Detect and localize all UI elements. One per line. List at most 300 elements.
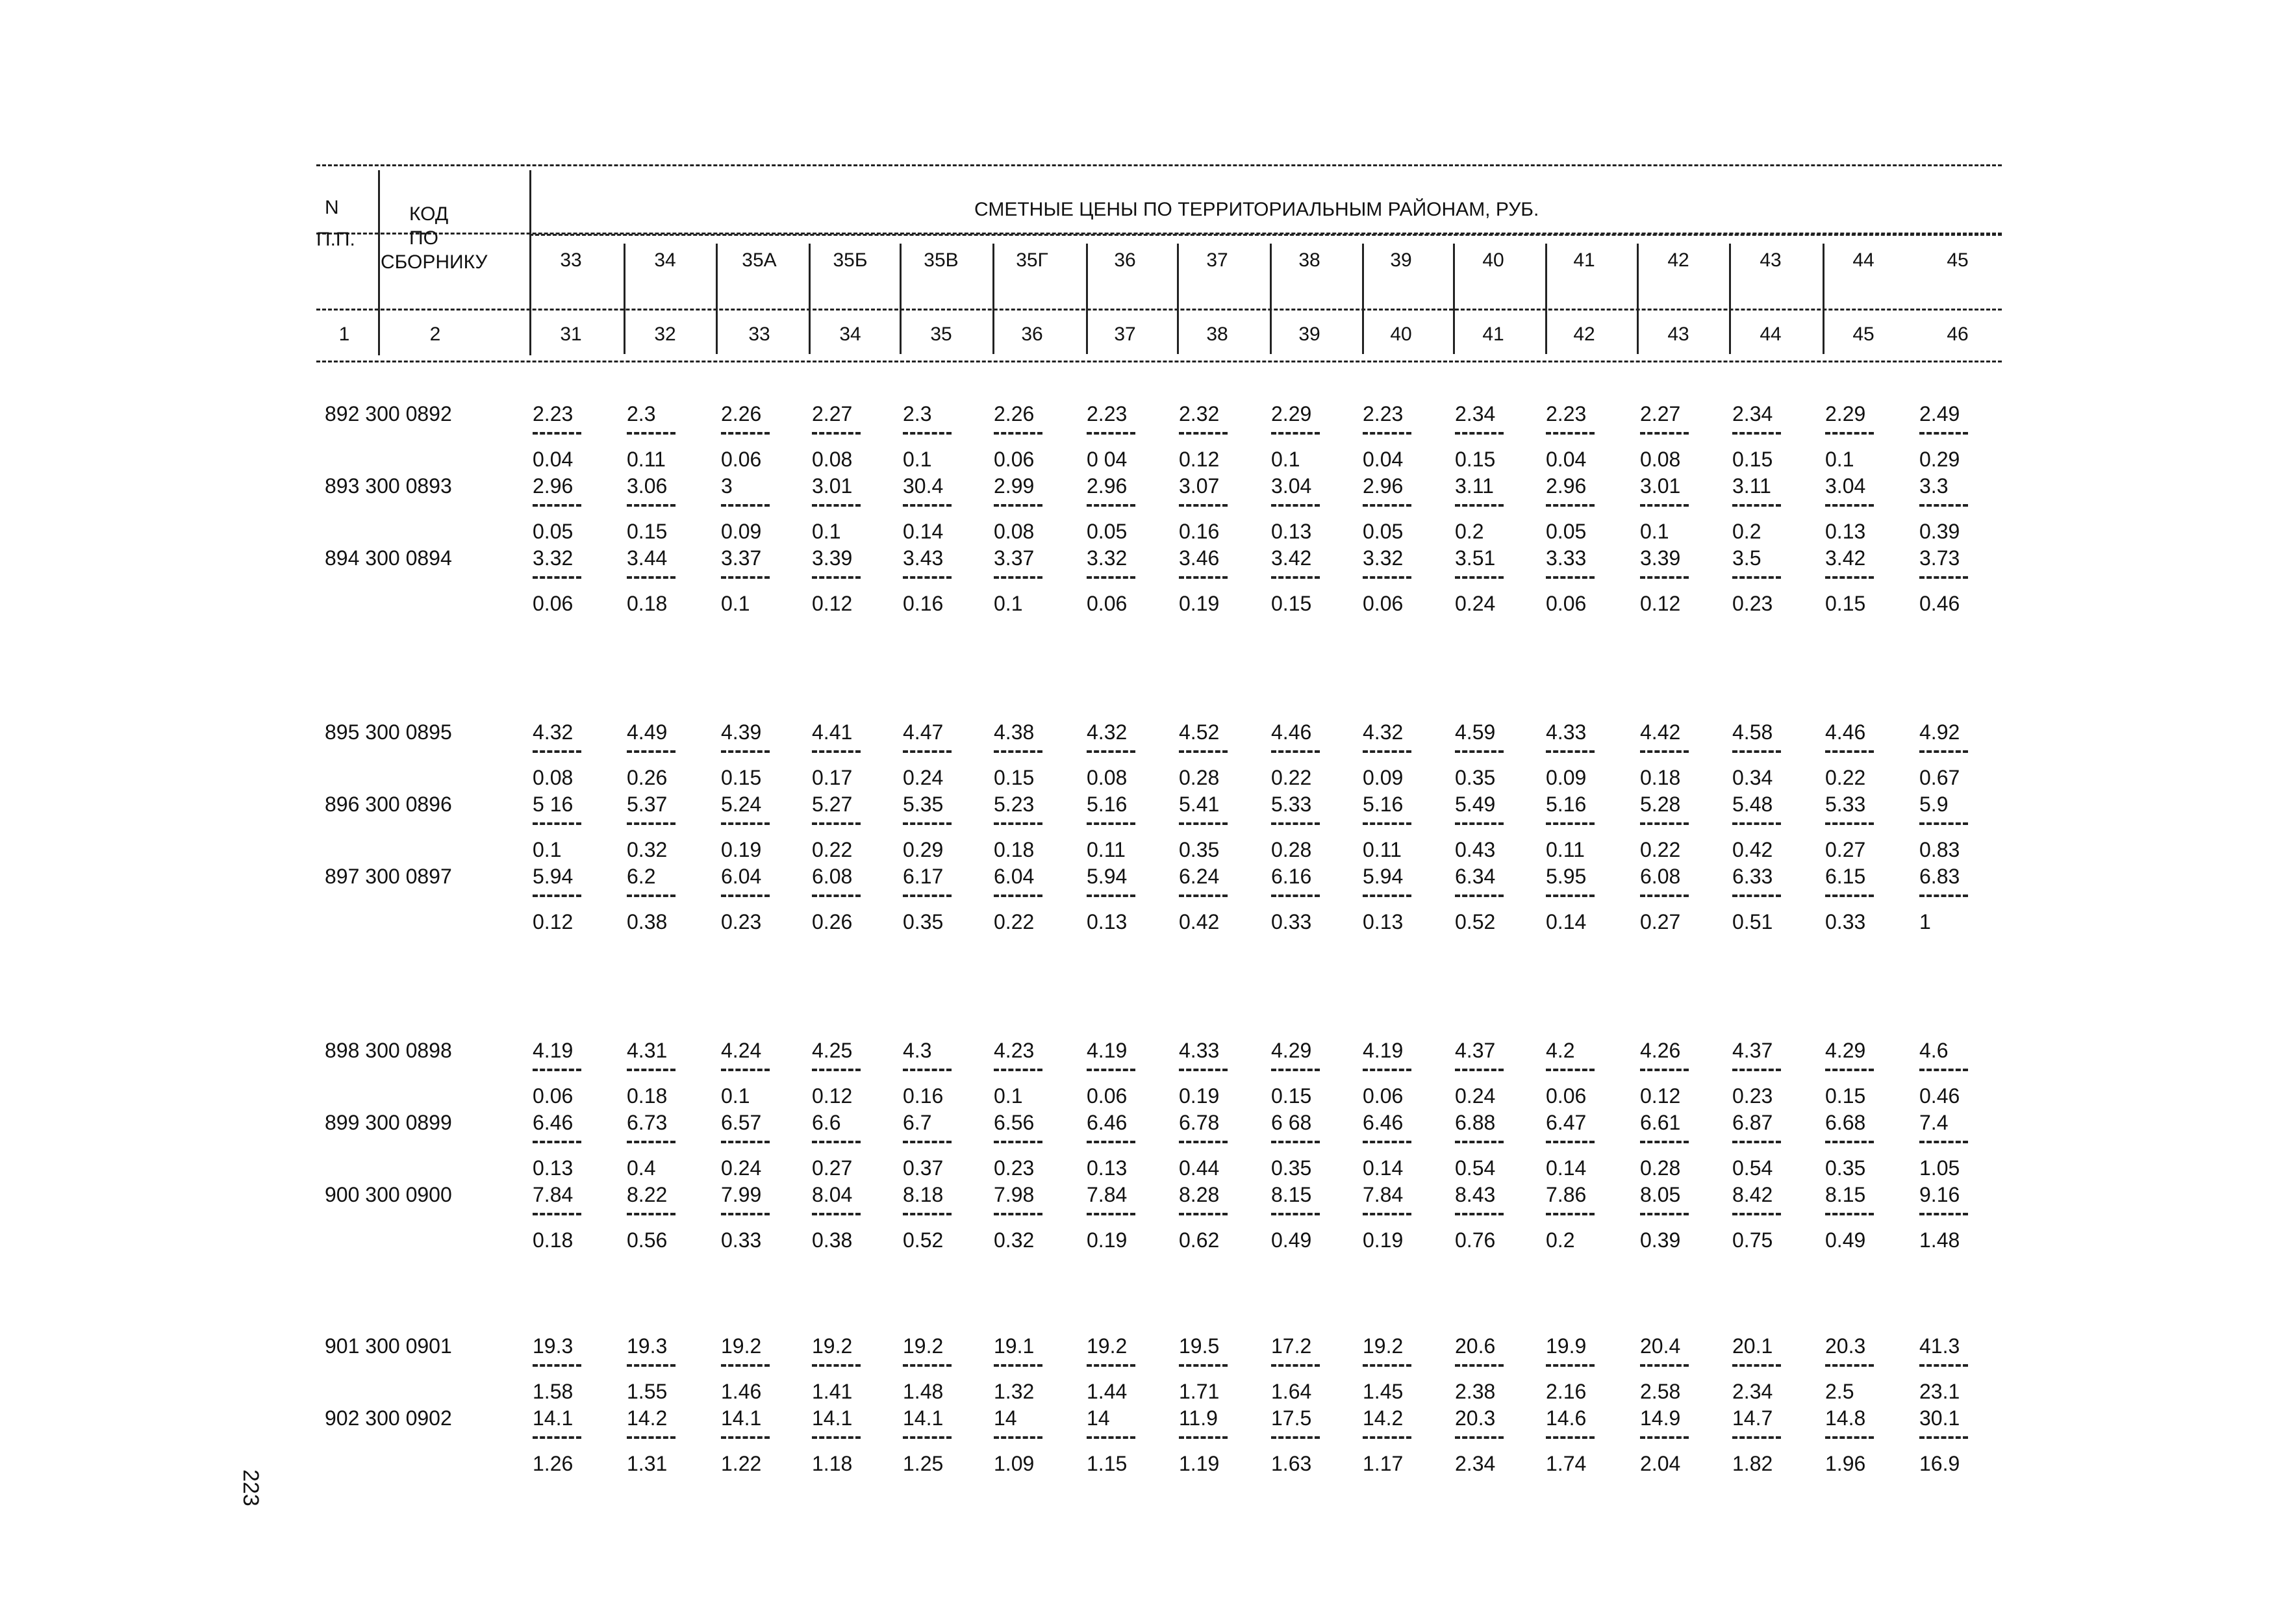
price-value: 5.49 xyxy=(1455,793,1496,816)
price-value: 3.44 xyxy=(627,546,668,570)
price-value: 3.39 xyxy=(812,546,853,570)
price-value: 14.1 xyxy=(903,1406,944,1430)
price-value: 6.46 xyxy=(533,1111,574,1134)
price-delta: 1 xyxy=(1919,910,1931,933)
fraction-bar xyxy=(1640,576,1689,579)
column-number: 34 xyxy=(839,324,861,345)
fraction-bar xyxy=(1546,1364,1595,1367)
price-value: 11.9 xyxy=(1179,1406,1218,1430)
price-delta: 0.06 xyxy=(533,1084,574,1108)
price-value: 3.5 xyxy=(1732,546,1761,570)
price-delta: 0.13 xyxy=(533,1156,574,1180)
price-delta: 0.08 xyxy=(994,520,1035,543)
price-delta: 0.23 xyxy=(1732,1084,1773,1108)
price-value: 2.29 xyxy=(1271,402,1312,425)
price-delta: 0.37 xyxy=(903,1156,944,1180)
price-value: 2.96 xyxy=(1087,474,1128,498)
price-delta: 0.23 xyxy=(721,910,762,933)
district-header-14: 43 xyxy=(1760,249,1782,271)
price-value: 30.4 xyxy=(903,474,944,498)
fraction-bar xyxy=(1640,750,1689,753)
price-value: 30.1 xyxy=(1919,1406,1960,1430)
price-delta: 0.52 xyxy=(903,1228,944,1252)
price-delta: 1.82 xyxy=(1732,1452,1773,1475)
fraction-bar xyxy=(994,1436,1042,1439)
price-delta: 0.18 xyxy=(533,1228,574,1252)
price-value: 3.32 xyxy=(533,546,574,570)
price-value: 3 xyxy=(721,474,733,498)
price-value: 6.83 xyxy=(1919,865,1960,888)
price-value: 14.1 xyxy=(533,1406,574,1430)
fraction-bar xyxy=(1087,1436,1135,1439)
fraction-bar xyxy=(1546,1213,1595,1215)
price-value: 6.87 xyxy=(1732,1111,1773,1134)
price-value: 4.23 xyxy=(994,1039,1035,1062)
price-value: 2.3 xyxy=(627,402,656,425)
fraction-bar xyxy=(1087,504,1135,507)
price-delta: 0.13 xyxy=(1087,910,1128,933)
price-value: 4.39 xyxy=(721,720,762,744)
fraction-bar xyxy=(1455,822,1504,825)
header-vbar xyxy=(624,244,625,354)
price-delta: 0.28 xyxy=(1640,1156,1681,1180)
price-value: 6.68 xyxy=(1825,1111,1866,1134)
price-delta: 0.09 xyxy=(1363,766,1404,789)
fraction-bar xyxy=(721,432,770,435)
column-number: 35 xyxy=(930,324,952,345)
fraction-bar xyxy=(812,1436,861,1439)
price-delta: 0.46 xyxy=(1919,592,1960,615)
fraction-bar xyxy=(1825,1069,1874,1071)
fraction-bar xyxy=(1919,1436,1968,1439)
fraction-bar xyxy=(533,504,581,507)
fraction-bar xyxy=(721,1069,770,1071)
price-delta: 2.34 xyxy=(1732,1380,1773,1403)
price-delta: 0 04 xyxy=(1087,448,1128,471)
fraction-bar xyxy=(533,1364,581,1367)
fraction-bar xyxy=(533,1069,581,1071)
price-value: 4.46 xyxy=(1271,720,1312,744)
price-value: 3.73 xyxy=(1919,546,1960,570)
column-number: 45 xyxy=(1852,324,1875,345)
fraction-bar xyxy=(1179,894,1228,897)
fraction-bar xyxy=(812,750,861,753)
column-number: 46 xyxy=(1947,324,1969,345)
row-code: 902 300 0902 xyxy=(325,1406,452,1430)
district-header-12: 41 xyxy=(1573,249,1595,271)
price-value: 19.5 xyxy=(1179,1334,1220,1358)
fraction-bar xyxy=(1363,894,1411,897)
fraction-bar xyxy=(1546,576,1595,579)
price-delta: 0.14 xyxy=(903,520,944,543)
price-delta: 1.09 xyxy=(994,1452,1035,1475)
price-value: 3.06 xyxy=(627,474,668,498)
price-delta: 0.05 xyxy=(1363,520,1404,543)
fraction-bar xyxy=(1179,1069,1228,1071)
price-value: 6.88 xyxy=(1455,1111,1496,1134)
price-delta: 1.26 xyxy=(533,1452,574,1475)
price-value: 19.2 xyxy=(721,1334,762,1358)
price-value: 14.1 xyxy=(812,1406,853,1430)
header-title: СМЕТНЫЕ ЦЕНЫ ПО ТЕРРИТОРИАЛЬНЫМ РАЙОНАМ, РУБ. xyxy=(974,199,1539,220)
price-value: 14.7 xyxy=(1732,1406,1773,1430)
price-value: 4.49 xyxy=(627,720,668,744)
price-value: 3.04 xyxy=(1271,474,1312,498)
price-value: 7.84 xyxy=(533,1183,574,1206)
price-value: 6.57 xyxy=(721,1111,762,1134)
price-delta: 0.13 xyxy=(1271,520,1312,543)
fraction-bar xyxy=(1363,576,1411,579)
column-number: 31 xyxy=(560,324,582,345)
price-value: 4.37 xyxy=(1732,1039,1773,1062)
price-delta: 0.05 xyxy=(533,520,574,543)
page-number: 223 xyxy=(238,1469,263,1506)
price-value: 4.42 xyxy=(1640,720,1681,744)
fraction-bar xyxy=(1363,1364,1411,1367)
price-value: 2.23 xyxy=(1546,402,1587,425)
price-value: 20.3 xyxy=(1825,1334,1866,1358)
price-delta: 0.05 xyxy=(1546,520,1587,543)
fraction-bar xyxy=(533,1436,581,1439)
price-delta: 0.22 xyxy=(812,838,853,861)
column-number: 2 xyxy=(429,324,441,345)
price-delta: 1.18 xyxy=(812,1452,853,1475)
price-delta: 0.35 xyxy=(1179,838,1220,861)
price-delta: 0.04 xyxy=(1363,448,1404,471)
fraction-bar xyxy=(1825,1364,1874,1367)
price-value: 2.49 xyxy=(1919,402,1960,425)
price-delta: 0.67 xyxy=(1919,766,1960,789)
price-value: 3.01 xyxy=(812,474,853,498)
price-delta: 0.1 xyxy=(721,1084,750,1108)
price-delta: 0.83 xyxy=(1919,838,1960,861)
fraction-bar xyxy=(1919,750,1968,753)
price-delta: 0.27 xyxy=(1825,838,1866,861)
price-value: 8.43 xyxy=(1455,1183,1496,1206)
fraction-bar xyxy=(1546,1069,1595,1071)
price-delta: 0.1 xyxy=(994,592,1023,615)
price-value: 41.3 xyxy=(1919,1334,1960,1358)
price-value: 6.04 xyxy=(721,865,762,888)
price-value: 14.2 xyxy=(1363,1406,1404,1430)
fraction-bar xyxy=(1363,1069,1411,1071)
price-value: 7.86 xyxy=(1546,1183,1587,1206)
price-value: 6.17 xyxy=(903,865,944,888)
price-value: 3.42 xyxy=(1271,546,1312,570)
price-delta: 0.12 xyxy=(1179,448,1220,471)
price-value: 14.1 xyxy=(721,1406,762,1430)
price-value: 3.42 xyxy=(1825,546,1866,570)
header-vbar xyxy=(809,244,811,354)
price-value: 2.96 xyxy=(1546,474,1587,498)
price-value: 3.37 xyxy=(721,546,762,570)
fraction-bar xyxy=(812,576,861,579)
district-header-13: 42 xyxy=(1667,249,1689,271)
price-delta: 0.49 xyxy=(1271,1228,1312,1252)
fraction-bar xyxy=(721,1213,770,1215)
column-number: 39 xyxy=(1298,324,1320,345)
fraction-bar xyxy=(1363,432,1411,435)
fraction-bar xyxy=(812,894,861,897)
price-delta: 0.35 xyxy=(1825,1156,1866,1180)
price-value: 5.16 xyxy=(1363,793,1404,816)
fraction-bar xyxy=(812,1141,861,1143)
fraction-bar xyxy=(1179,432,1228,435)
fraction-bar xyxy=(627,576,675,579)
price-value: 2.23 xyxy=(1363,402,1404,425)
price-delta: 0.28 xyxy=(1271,838,1312,861)
fraction-bar xyxy=(994,504,1042,507)
price-delta: 0.13 xyxy=(1825,520,1866,543)
price-delta: 0.09 xyxy=(721,520,762,543)
price-delta: 0.14 xyxy=(1363,1156,1404,1180)
fraction-bar xyxy=(1640,1364,1689,1367)
price-value: 4.32 xyxy=(1363,720,1404,744)
row-code: 900 300 0900 xyxy=(325,1183,452,1206)
fraction-bar xyxy=(721,894,770,897)
price-delta: 0.33 xyxy=(1825,910,1866,933)
header-vbar xyxy=(1823,244,1824,354)
price-delta: 0.42 xyxy=(1179,910,1220,933)
price-value: 4.33 xyxy=(1546,720,1587,744)
price-delta: 0.62 xyxy=(1179,1228,1220,1252)
fraction-bar xyxy=(1732,1436,1781,1439)
fraction-bar xyxy=(1271,504,1320,507)
price-value: 8.15 xyxy=(1271,1183,1312,1206)
price-delta: 0.11 xyxy=(627,448,666,471)
fraction-bar xyxy=(903,1069,952,1071)
row-code: 893 300 0893 xyxy=(325,474,452,498)
price-delta: 0.34 xyxy=(1732,766,1773,789)
header-vbar xyxy=(529,170,531,355)
price-value: 17.2 xyxy=(1271,1334,1312,1358)
price-value: 2.96 xyxy=(1363,474,1404,498)
price-delta: 1.15 xyxy=(1087,1452,1128,1475)
header-vbar xyxy=(716,244,718,354)
price-delta: 0.49 xyxy=(1825,1228,1866,1252)
fraction-bar xyxy=(1825,750,1874,753)
fraction-bar xyxy=(1455,1141,1504,1143)
price-delta: 0.11 xyxy=(1546,838,1585,861)
fraction-bar xyxy=(1087,750,1135,753)
fraction-bar xyxy=(1546,504,1595,507)
fraction-bar xyxy=(1087,822,1135,825)
price-value: 3.51 xyxy=(1455,546,1496,570)
price-value: 3.39 xyxy=(1640,546,1681,570)
price-delta: 0.35 xyxy=(1271,1156,1312,1180)
fraction-bar xyxy=(1919,822,1968,825)
row-code: 901 300 0901 xyxy=(325,1334,452,1358)
price-value: 4.32 xyxy=(533,720,574,744)
price-delta: 0.1 xyxy=(903,448,932,471)
fraction-bar xyxy=(1825,1213,1874,1215)
fraction-bar xyxy=(1271,576,1320,579)
fraction-bar xyxy=(1271,822,1320,825)
price-value: 19.2 xyxy=(812,1334,853,1358)
price-delta: 0.18 xyxy=(1640,766,1681,789)
price-delta: 0.26 xyxy=(812,910,853,933)
fraction-bar xyxy=(1732,1364,1781,1367)
header-n-label: N xyxy=(325,197,339,218)
price-value: 20.6 xyxy=(1455,1334,1496,1358)
fraction-bar xyxy=(1732,822,1781,825)
price-delta: 0.39 xyxy=(1919,520,1960,543)
price-delta: 0.38 xyxy=(627,910,668,933)
fraction-bar xyxy=(812,1364,861,1367)
fraction-bar xyxy=(1271,1213,1320,1215)
price-delta: 0.06 xyxy=(1546,592,1587,615)
price-value: 4.32 xyxy=(1087,720,1128,744)
fraction-bar xyxy=(1919,1213,1968,1215)
fraction-bar xyxy=(533,750,581,753)
price-value: 8.22 xyxy=(627,1183,668,1206)
price-value: 5.37 xyxy=(627,793,668,816)
fraction-bar xyxy=(1732,750,1781,753)
fraction-bar xyxy=(1179,1436,1228,1439)
price-value: 6.04 xyxy=(994,865,1035,888)
price-delta: 0.17 xyxy=(812,766,853,789)
price-delta: 0.12 xyxy=(812,592,853,615)
price-value: 5.35 xyxy=(903,793,944,816)
price-delta: 1.45 xyxy=(1363,1380,1404,1403)
column-number: 32 xyxy=(654,324,676,345)
price-delta: 1.48 xyxy=(1919,1228,1960,1252)
price-delta: 0.22 xyxy=(994,910,1035,933)
fraction-bar xyxy=(994,576,1042,579)
price-delta: 0.38 xyxy=(812,1228,853,1252)
price-value: 5.24 xyxy=(721,793,762,816)
fraction-bar xyxy=(1363,822,1411,825)
price-delta: 0.44 xyxy=(1179,1156,1220,1180)
price-value: 3.43 xyxy=(903,546,944,570)
column-number: 1 xyxy=(338,324,350,345)
price-value: 5.9 xyxy=(1919,793,1949,816)
price-delta: 0.29 xyxy=(1919,448,1960,471)
price-delta: 1.17 xyxy=(1363,1452,1404,1475)
price-delta: 2.58 xyxy=(1640,1380,1681,1403)
fraction-bar xyxy=(812,504,861,507)
price-delta: 0.43 xyxy=(1455,838,1496,861)
price-delta: 0.35 xyxy=(903,910,944,933)
fraction-bar xyxy=(1919,894,1968,897)
price-value: 3.46 xyxy=(1179,546,1220,570)
price-value: 5 16 xyxy=(533,793,574,816)
price-delta: 1.58 xyxy=(533,1380,574,1403)
header-rule xyxy=(316,164,2002,166)
price-delta: 0.1 xyxy=(1825,448,1854,471)
fraction-bar xyxy=(627,432,675,435)
price-value: 7.98 xyxy=(994,1183,1035,1206)
price-delta: 0.08 xyxy=(812,448,853,471)
price-value: 3.33 xyxy=(1546,546,1587,570)
price-value: 7.84 xyxy=(1363,1183,1404,1206)
price-value: 19.2 xyxy=(1363,1334,1404,1358)
price-delta: 0.1 xyxy=(721,592,750,615)
price-value: 3.11 xyxy=(1732,474,1771,498)
price-value: 3.32 xyxy=(1087,546,1128,570)
price-value: 6.78 xyxy=(1179,1111,1220,1134)
row-code: 895 300 0895 xyxy=(325,720,452,744)
fraction-bar xyxy=(1363,1141,1411,1143)
fraction-bar xyxy=(1732,576,1781,579)
fraction-bar xyxy=(903,432,952,435)
price-value: 4.41 xyxy=(812,720,853,744)
district-header-6: 35Г xyxy=(1016,249,1048,271)
price-value: 6.2 xyxy=(627,865,656,888)
price-value: 2.34 xyxy=(1732,402,1773,425)
price-delta: 0.14 xyxy=(1546,910,1587,933)
price-delta: 1.63 xyxy=(1271,1452,1312,1475)
header-rule xyxy=(316,309,2002,311)
price-delta: 0.26 xyxy=(627,766,668,789)
fraction-bar xyxy=(1087,1213,1135,1215)
price-delta: 0.12 xyxy=(1640,592,1681,615)
price-delta: 0.23 xyxy=(1732,592,1773,615)
header-vbar xyxy=(378,170,380,355)
fraction-bar xyxy=(627,1364,675,1367)
fraction-bar xyxy=(812,822,861,825)
fraction-bar xyxy=(627,1069,675,1071)
fraction-bar xyxy=(1640,894,1689,897)
district-header-2: 34 xyxy=(654,249,676,271)
fraction-bar xyxy=(812,1213,861,1215)
price-delta: 0.15 xyxy=(627,520,668,543)
price-delta: 1.41 xyxy=(812,1380,853,1403)
price-delta: 0.4 xyxy=(627,1156,656,1180)
price-value: 2.27 xyxy=(1640,402,1681,425)
price-value: 6.34 xyxy=(1455,865,1496,888)
fraction-bar xyxy=(903,822,952,825)
price-delta: 0.33 xyxy=(1271,910,1312,933)
fraction-bar xyxy=(533,576,581,579)
price-value: 5.33 xyxy=(1825,793,1866,816)
price-delta: 0.46 xyxy=(1919,1084,1960,1108)
fraction-bar xyxy=(1455,750,1504,753)
price-value: 6.15 xyxy=(1825,865,1866,888)
price-delta: 0.32 xyxy=(627,838,668,861)
price-value: 6.6 xyxy=(812,1111,841,1134)
price-value: 8.05 xyxy=(1640,1183,1681,1206)
price-value: 19.1 xyxy=(994,1334,1035,1358)
price-value: 17.5 xyxy=(1271,1406,1312,1430)
price-delta: 0.11 xyxy=(1087,838,1126,861)
price-delta: 0.12 xyxy=(1640,1084,1681,1108)
price-delta: 0.54 xyxy=(1455,1156,1496,1180)
fraction-bar xyxy=(994,1069,1042,1071)
price-delta: 0.04 xyxy=(533,448,574,471)
price-value: 5.95 xyxy=(1546,865,1587,888)
price-value: 2.99 xyxy=(994,474,1035,498)
fraction-bar xyxy=(533,822,581,825)
price-value: 4.25 xyxy=(812,1039,853,1062)
price-delta: 0.33 xyxy=(721,1228,762,1252)
price-value: 5.28 xyxy=(1640,793,1681,816)
price-delta: 0.42 xyxy=(1732,838,1773,861)
fraction-bar xyxy=(1271,750,1320,753)
price-delta: 0.54 xyxy=(1732,1156,1773,1180)
price-value: 4.3 xyxy=(903,1039,932,1062)
price-delta: 0.15 xyxy=(994,766,1035,789)
fraction-bar xyxy=(1271,894,1320,897)
column-number: 43 xyxy=(1667,324,1689,345)
price-value: 6.46 xyxy=(1087,1111,1128,1134)
price-delta: 0.16 xyxy=(903,1084,944,1108)
price-value: 7.84 xyxy=(1087,1183,1128,1206)
price-delta: 0.06 xyxy=(1087,592,1128,615)
fraction-bar xyxy=(1271,1069,1320,1071)
price-value: 2.23 xyxy=(1087,402,1128,425)
fraction-bar xyxy=(721,504,770,507)
